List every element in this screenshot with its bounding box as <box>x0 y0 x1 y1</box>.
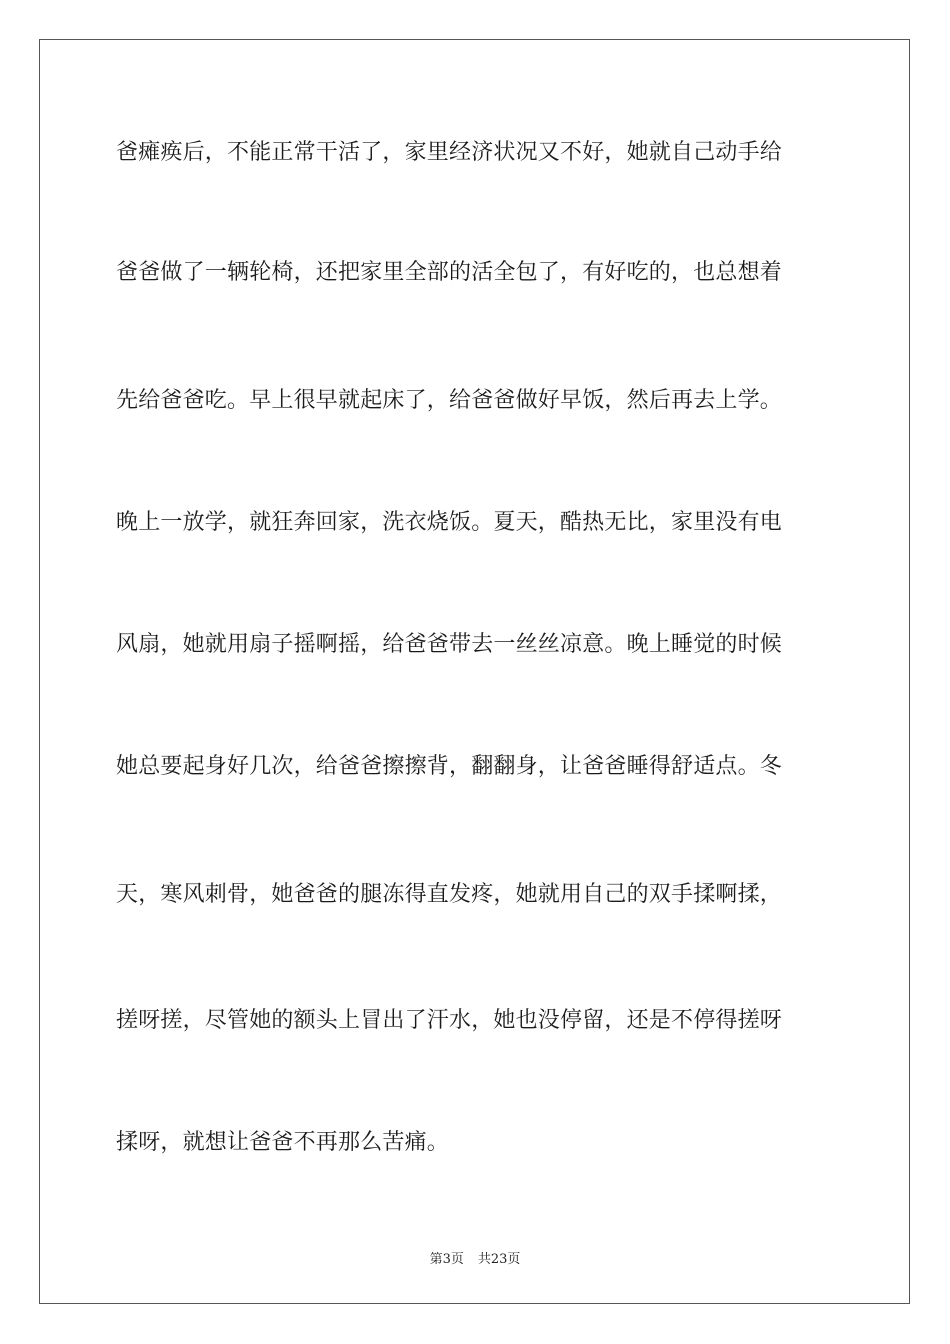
text-line: 她总要起身好几次，给爸爸擦擦背，翻翻身，让爸爸睡得舒适点。冬 <box>116 754 783 779</box>
page-border <box>39 39 910 1304</box>
text-line: 爸爸做了一辆轮椅，还把家里全部的活全包了，有好吃的，也总想着 <box>116 260 783 285</box>
text-line: 揉呀，就想让爸爸不再那么苦痛。 <box>116 1130 450 1155</box>
page-number: 第3页 <box>429 1252 464 1267</box>
page-footer <box>0 1248 950 1267</box>
text-line: 晚上一放学，就狂奔回家，洗衣烧饭。夏天，酷热无比，家里没有电 <box>116 510 783 535</box>
text-line: 搓呀搓，尽管她的额头上冒出了汗水，她也没停留，还是不停得搓呀 <box>116 1008 783 1033</box>
total-pages: 共23页 <box>477 1252 521 1267</box>
text-line: 先给爸爸吃。早上很早就起床了，给爸爸做好早饭，然后再去上学。 <box>116 388 783 413</box>
text-line: 爸瘫痪后，不能正常干活了，家里经济状况又不好，她就自己动手给 <box>116 140 783 165</box>
text-line: 风扇，她就用扇子摇啊摇，给爸爸带去一丝丝凉意。晚上睡觉的时候 <box>116 632 783 657</box>
text-line: 天，寒风刺骨，她爸爸的腿冻得直发疼，她就用自己的双手揉啊揉， <box>116 882 783 907</box>
